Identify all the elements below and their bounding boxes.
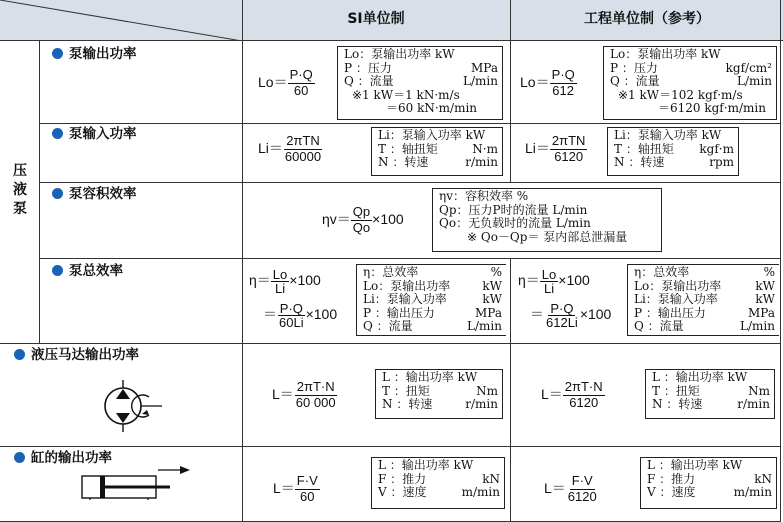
formula-pump-output-si: Lo＝ $\frac{P\cdot Q}{60}$ [258,67,313,98]
formula-total-efficiency-eng: η＝ $\frac{Lo}{Li}$ ×100 [518,267,590,296]
bullet-icon [52,188,63,199]
formula-total-efficiency-eng-2: ＝ $\frac{P\cdot Q}{612Li}$ ×100 [530,301,612,330]
legend-cylinder-output-eng: L ：输出功率 kW F ：推力 kN V ：速度 m/min [640,457,777,509]
legend-motor-output-eng: L ：输出功率 kW T ：扭矩 Nm N ：转速 r/min [645,369,775,419]
formula-pump-input-eng: Li＝ $\frac{\text{2πTN}}{6120}$ [525,133,586,164]
formula-total-efficiency-si-2: ＝ $\frac{P\cdot Q}{60Li}$ ×100 [263,301,338,330]
header-diagonal-line [0,0,242,41]
legend-motor-output-si: L ：输出功率 kW T ：扭矩 Nm N ：转速 r/min [375,369,503,419]
formula-volumetric-efficiency: ηv＝ $\frac{Qp}{Qo}$ ×100 [322,204,404,235]
bullet-icon [14,349,25,360]
legend-cylinder-output-si: L ：输出功率 kW F ：推力 kN V ：速度 m/min [371,457,505,509]
column-header-engineering: 工程单位制（参考） [584,11,710,27]
row-title-volumetric-efficiency: 泵容积效率 [52,187,137,202]
legend-pump-output-eng: Lo：泵输出功率 kW P ：压力 kgf/cm² Q ：流量 L/min ※1 kW＝102 kgf·m/s ＝6120 kgf·m/min [603,46,777,120]
grid-line [242,0,243,522]
formula-cylinder-output-eng: L＝ $\frac{F\cdot V}{6120}$ [544,473,597,504]
grid-line [780,0,781,522]
formula-motor-output-si: L＝ $\frac{2\pi T\cdot N}{60 000}$ [272,379,336,410]
grid-line [0,343,781,344]
hydraulic-motor-symbol-icon [96,380,162,432]
grid-line [510,0,511,182]
row-title-cylinder-output: 缸的输出功率 [14,451,112,466]
grid-line [39,258,781,259]
formula-cylinder-output-si: L＝ $\frac{F\cdot V}{60}$ [273,473,318,504]
grid-line [39,41,40,343]
legend-pump-input-si: Li：泵输入功率 kW T ：轴扭矩 N·m N ：转速 r/min [371,127,503,176]
legend-total-efficiency-si: η：总效率 % Lo：泵输出功率 kW Li：泵输入功率 kW P ：输出压力 MPa Q ：流量 L/min [356,264,506,336]
bullet-icon [52,128,63,139]
formula-pump-input-si: Li＝ $\frac{\text{2πTN}}{60000}$ [258,133,322,164]
grid-line [39,182,781,183]
legend-pump-output-si: Lo：泵输出功率 kW P ：压力 MPa Q ：流量 L/min ※1 kW＝1 kN·m/s ＝60 kN·m/min [337,46,503,120]
row-title-pump-input: 泵输入功率 [52,127,137,142]
row-title-pump-output: 泵输出功率 [52,47,137,62]
legend-volumetric-efficiency: ηv：容积效率 % Qp：压力P时的流量 L/min Qo：无负载时的流量 L/min ※ Qo－Qp＝ 泵内部总泄漏量 [432,188,662,252]
legend-pump-input-eng: Li：泵输入功率 kW T ：轴扭矩 kgf·m N ：转速 rpm [607,127,739,176]
column-header-si: SI单位制 [347,11,405,27]
formula-total-efficiency-si: η＝ $\frac{Lo}{Li}$ ×100 [249,267,321,296]
formula-motor-output-eng: L＝ $\frac{2\pi T\cdot N}{6120}$ [541,379,603,410]
formula-pump-output-eng: Lo＝ $\frac{P\cdot Q}{612}$ [520,67,575,98]
legend-total-efficiency-eng: η：总效率 % Lo：泵输出功率 kW Li：泵输入功率 kW P ：输出压力 MPa Q ：流量 L/min [627,264,779,336]
bullet-icon [52,48,63,59]
cylinder-symbol-icon [80,460,190,500]
pump-group-label: 压液泵 [13,163,27,217]
bullet-icon [14,452,25,463]
grid-line [0,446,781,447]
row-title-motor-output: 液压马达输出功率 [14,348,139,363]
grid-line [39,123,781,124]
grid-line [510,258,511,522]
bullet-icon [52,265,63,276]
row-title-total-efficiency: 泵总效率 [52,264,123,279]
